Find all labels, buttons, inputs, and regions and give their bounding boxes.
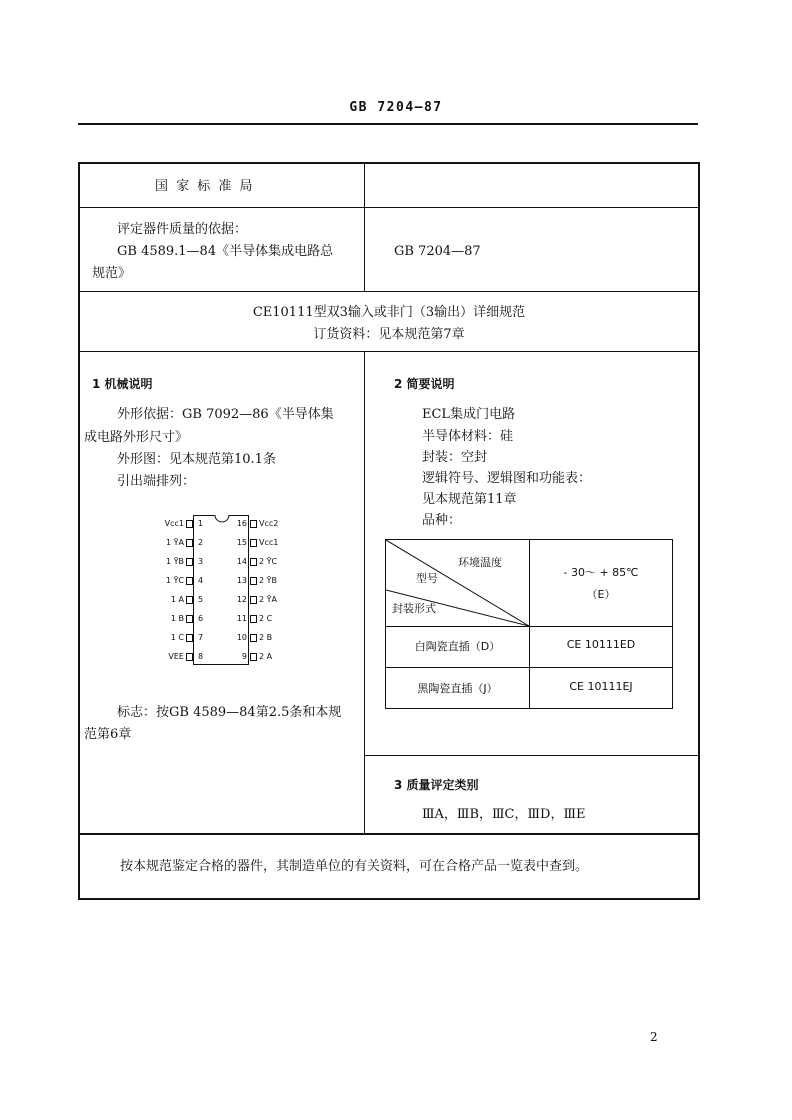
section2-heading: 2 简要说明 (394, 377, 455, 391)
section1-line3: 外形图：见本规范第10.1条 (117, 452, 276, 467)
pin-label-right: 2 ȲB (259, 576, 278, 585)
order-info: 订货资料：见本规范第7章 (313, 327, 465, 342)
marking-line1: 标志：按GB 4589—84第2.5条和本规 (117, 705, 342, 720)
pin-box-left (186, 558, 193, 566)
pin-label-left: 1 ȲC (165, 576, 184, 585)
pin-box-right (250, 596, 257, 604)
pin-label-right: Vcc2 (259, 519, 279, 528)
divider-v-top (364, 162, 365, 291)
marking-line2: 范第6章 (84, 727, 132, 742)
pin-box-right (250, 520, 257, 528)
vt-row1-type: CE 10111ED (566, 638, 636, 651)
pin-number-left: 5 (198, 595, 204, 604)
pin-number-right: 10 (236, 633, 247, 642)
pinout-diagram (150, 512, 300, 672)
pin-label-left: 1 B (170, 614, 184, 623)
divider-h-1 (364, 207, 700, 208)
standard-number: GB 7204—87 (394, 244, 481, 259)
pin-label-left: Vcc1 (164, 519, 184, 528)
pin-number-right: 14 (236, 557, 247, 566)
pin-box-right (250, 653, 257, 661)
section2-line2: 半导体材料：硅 (422, 429, 514, 444)
variety-table (385, 539, 673, 709)
pin-label-left: 1 ȲB (165, 557, 184, 566)
pin-box-left (186, 539, 193, 547)
section1-line1: 外形依据：GB 7092—86《半导体集 (117, 407, 334, 422)
pin-box-right (250, 558, 257, 566)
pin-number-right: 16 (236, 519, 247, 528)
basis-ref-1: GB 4589.1—84《半导体集成电路总 (117, 244, 334, 259)
chip-notch (214, 514, 230, 524)
pin-box-left (186, 634, 193, 642)
pin-label-right: 2 A (259, 652, 273, 661)
pin-label-right: 2 ȲA (259, 595, 277, 604)
pin-box-left (186, 520, 193, 528)
main-frame (78, 162, 700, 835)
pin-number-left: 3 (198, 557, 204, 566)
divider-h-4 (364, 755, 700, 756)
quality-classes: ⅢA，ⅢB，ⅢC，ⅢD，ⅢE (422, 807, 586, 822)
vt-row2-pkg: 黑陶瓷直插（J） (417, 682, 498, 695)
pin-label-left: VEE (168, 652, 184, 661)
pin-number-right: 12 (236, 595, 247, 604)
basis-ref-2: 规范》 (92, 266, 132, 281)
footer-note: 按本规范鉴定合格的器件，其制造单位的有关资料，可在合格产品一览表中查到。 (120, 859, 589, 874)
divider-h-3 (78, 351, 700, 352)
pin-box-left (186, 653, 193, 661)
pin-box-left (186, 596, 193, 604)
pin-number-left: 6 (198, 614, 204, 623)
pin-number-right: 11 (236, 614, 247, 623)
pin-label-right: 2 B (259, 633, 273, 642)
pin-box-left (186, 577, 193, 585)
section2-line4: 逻辑符号、逻辑图和功能表： (422, 471, 592, 486)
divider-v-bottom (364, 351, 365, 835)
pin-box-right (250, 539, 257, 547)
section2-line1: ECL集成门电路 (422, 407, 516, 422)
pin-number-left: 2 (198, 538, 204, 547)
spec-title: CE10111型双3输入或非门（3输出）详细规范 (252, 305, 526, 320)
pin-label-left: 1 ȲA (166, 538, 184, 547)
pin-number-left: 7 (198, 633, 204, 642)
pin-number-left: 1 (198, 519, 204, 528)
pin-label-right: 2 ȲC (259, 557, 278, 566)
pin-label-left: 1 A (170, 595, 184, 604)
divider-h-1b (78, 207, 365, 208)
pin-box-right (250, 577, 257, 585)
basis-title: 评定器件质量的依据： (117, 222, 248, 237)
vt-temp-range: - 30～ + 85℃ (563, 566, 639, 579)
vt-corner-type: 型号 (416, 572, 438, 585)
section1-line4: 引出端排列： (117, 474, 196, 489)
vt-row-divider-2 (386, 667, 672, 668)
org-name: 国 家 标 准 局 (155, 179, 255, 194)
vt-corner-pkg: 封装形式 (392, 602, 436, 615)
pin-label-right: Vcc1 (259, 538, 279, 547)
pin-number-left: 4 (198, 576, 204, 585)
pin-label-right: 2 C (259, 614, 273, 623)
divider-h-2 (78, 291, 700, 292)
pin-box-right (250, 634, 257, 642)
doc-code-header: GB 7204—87 (349, 100, 443, 115)
pin-box-right (250, 615, 257, 623)
section1-heading: 1 机械说明 (92, 377, 153, 391)
section2-line5: 见本规范第11章 (422, 492, 517, 507)
page-number: 2 (650, 1030, 658, 1044)
section3-heading: 3 质量评定类别 (394, 778, 479, 792)
vt-row2-type: CE 10111EJ (569, 680, 633, 693)
vt-row1-pkg: 白陶瓷直插（D） (414, 640, 501, 653)
vt-temp-code: （E） (586, 588, 616, 601)
section2-line6: 品种： (422, 513, 462, 528)
pin-number-right: 9 (241, 652, 247, 661)
header-rule (78, 123, 698, 125)
pin-number-right: 15 (236, 538, 247, 547)
vt-corner-temp: 环境温度 (458, 556, 502, 569)
section2-line3: 封装：空封 (422, 450, 488, 465)
pin-label-left: 1 C (170, 633, 184, 642)
pin-number-left: 8 (198, 652, 204, 661)
pin-number-right: 13 (236, 576, 247, 585)
section1-line2: 成电路外形尺寸》 (84, 430, 189, 445)
pin-box-left (186, 615, 193, 623)
